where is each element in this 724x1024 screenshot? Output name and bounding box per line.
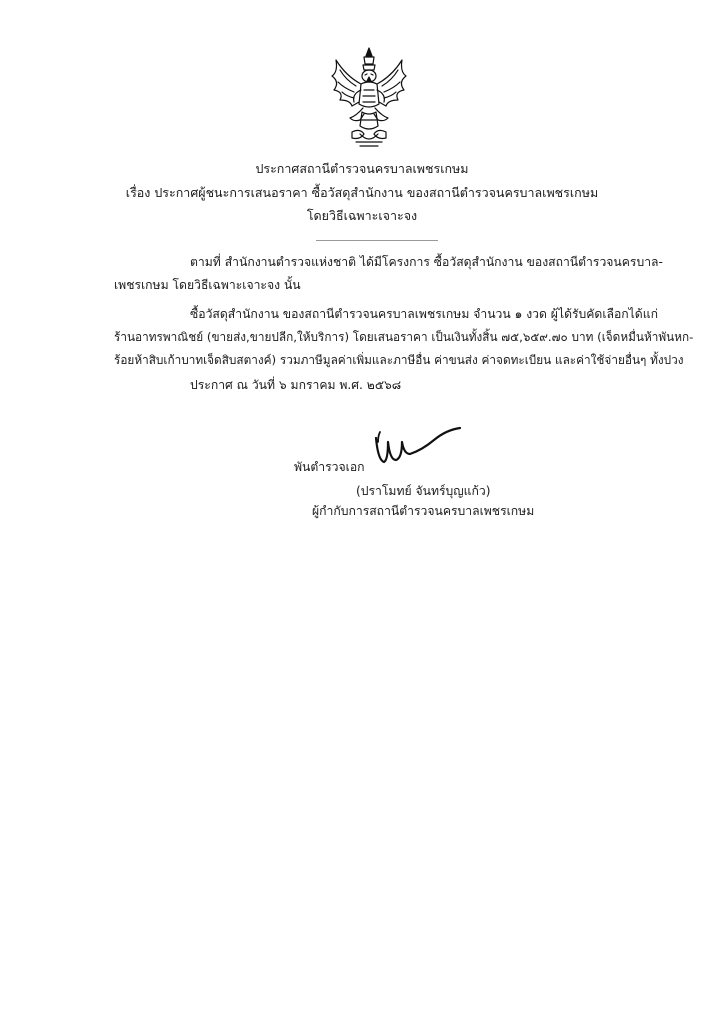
announcement-title: ประกาศสถานีตำรวจนครบาลเพชรเกษม xyxy=(255,161,469,176)
paragraph-1-line-1: ตามที่ สำนักงานตำรวจแห่งชาติ ได้มีโครงการ ซื้อวัสดุสำนักงาน ของสถานีตำรวจนครบาล- xyxy=(190,255,663,269)
paragraph-2-line-3: ร้อยห้าสิบเก้าบาทเจ็ดสิบสตางค์) รวมภาษีมูลค่าเพิ่มและภาษีอื่น ค่าขนส่ง ค่าจดทะเบียน และค่าใช้จ่ายอื่นๆ ทั้งปวง xyxy=(114,353,684,367)
signatory-name: (ปราโมทย์ จันทร์บุญแก้ว) xyxy=(356,484,491,498)
procurement-method: โดยวิธีเฉพาะเจาะจง xyxy=(306,208,418,223)
paragraph-2-line-2: ร้านอาทรพาณิชย์ (ขายส่ง,ขายปลีก,ให้บริการ) โดยเสนอราคา เป็นเงินทั้งสิ้น ๗๕,๖๕๙.๗๐ บาท (เจ็ดหมื่นห้าพันหก- xyxy=(114,330,694,344)
announcement-subject: เรื่อง ประกาศผู้ชนะการเสนอราคา ซื้อวัสดุสำนักงาน ของสถานีตำรวจนครบาลเพชรเกษม xyxy=(125,185,599,200)
paragraph-1-line-2: เพชรเกษม โดยวิธีเฉพาะเจาะจง นั้น xyxy=(114,278,301,292)
signatory-position: ผู้กำกับการสถานีตำรวจนครบาลเพชรเกษม xyxy=(312,504,535,518)
divider xyxy=(316,240,438,241)
signatory-rank: พันตำรวจเอก xyxy=(294,460,365,474)
garuda-emblem-icon xyxy=(326,46,412,150)
handwritten-signature xyxy=(372,420,464,470)
announcement-date: ประกาศ ณ วันที่ ๖ มกราคม พ.ศ. ๒๕๖๘ xyxy=(190,378,402,392)
paragraph-2-line-1: ซื้อวัสดุสำนักงาน ของสถานีตำรวจนครบาลเพชรเกษม จำนวน ๑ งวด ผู้ได้รับคัดเลือกได้แก่ xyxy=(190,307,658,321)
